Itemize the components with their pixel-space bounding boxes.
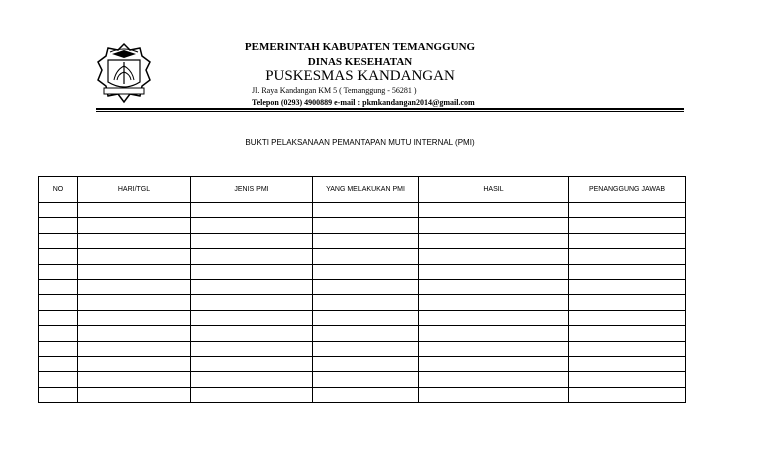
column-header-result: HASIL: [419, 177, 569, 203]
table-cell[interactable]: [78, 295, 191, 310]
table-cell[interactable]: [78, 387, 191, 402]
table-cell[interactable]: [569, 356, 686, 371]
table-cell[interactable]: [191, 295, 313, 310]
table-cell[interactable]: [78, 326, 191, 341]
table-cell[interactable]: [419, 295, 569, 310]
table-cell[interactable]: [191, 310, 313, 325]
table-cell[interactable]: [419, 356, 569, 371]
table-cell[interactable]: [313, 372, 419, 387]
table-cell[interactable]: [39, 387, 78, 402]
letterhead-divider-thin: [96, 111, 684, 112]
table-cell[interactable]: [569, 387, 686, 402]
table-cell[interactable]: [78, 372, 191, 387]
letterhead-contact: Telepon (0293) 4900889 e-mail : pkmkandangan2014@gmail.com: [252, 98, 475, 107]
table-cell[interactable]: [419, 233, 569, 248]
document-title: BUKTI PELAKSANAAN PEMANTAPAN MUTU INTERNAL (PMI): [245, 138, 475, 147]
table-cell[interactable]: [39, 310, 78, 325]
table-cell[interactable]: [313, 341, 419, 356]
table-cell[interactable]: [78, 279, 191, 294]
table-cell[interactable]: [569, 295, 686, 310]
table-cell[interactable]: [39, 295, 78, 310]
table-row: [39, 218, 686, 233]
table-cell[interactable]: [419, 203, 569, 218]
table-cell[interactable]: [191, 279, 313, 294]
table-cell[interactable]: [39, 372, 78, 387]
letterhead-department: DINAS KESEHATAN: [307, 56, 413, 68]
table-cell[interactable]: [78, 341, 191, 356]
table-cell[interactable]: [419, 372, 569, 387]
table-cell[interactable]: [569, 233, 686, 248]
table-cell[interactable]: [313, 249, 419, 264]
table-row: [39, 372, 686, 387]
table-cell[interactable]: [313, 203, 419, 218]
table-cell[interactable]: [39, 341, 78, 356]
table-cell[interactable]: [39, 249, 78, 264]
letterhead-divider-thick: [96, 108, 684, 110]
table-cell[interactable]: [78, 203, 191, 218]
table-header-row: [39, 177, 686, 203]
column-header-performer: YANG MELAKUKAN PMI: [313, 177, 419, 203]
table-row: [39, 326, 686, 341]
table-cell[interactable]: [313, 387, 419, 402]
table-cell[interactable]: [569, 218, 686, 233]
table-cell[interactable]: [78, 310, 191, 325]
table-row: [39, 295, 686, 310]
table-cell[interactable]: [39, 356, 78, 371]
table-cell[interactable]: [39, 326, 78, 341]
table-cell[interactable]: [191, 203, 313, 218]
table-cell[interactable]: [569, 264, 686, 279]
table-cell[interactable]: [39, 233, 78, 248]
column-header-date: HARI/TGL: [78, 177, 191, 203]
table-cell[interactable]: [313, 233, 419, 248]
table-cell[interactable]: [191, 387, 313, 402]
table-cell[interactable]: [191, 249, 313, 264]
pmi-table: [38, 176, 686, 403]
table-row: [39, 341, 686, 356]
table-cell[interactable]: [419, 387, 569, 402]
table-cell[interactable]: [191, 341, 313, 356]
table-cell[interactable]: [419, 341, 569, 356]
table-cell[interactable]: [419, 264, 569, 279]
table-cell[interactable]: [39, 218, 78, 233]
table-cell[interactable]: [419, 326, 569, 341]
table-cell[interactable]: [313, 310, 419, 325]
table-row: [39, 249, 686, 264]
table-row: [39, 203, 686, 218]
temanggung-regency-emblem-icon: [96, 42, 152, 104]
table-cell[interactable]: [191, 218, 313, 233]
table-cell[interactable]: [569, 310, 686, 325]
table-cell[interactable]: [313, 218, 419, 233]
table-cell[interactable]: [313, 264, 419, 279]
table-cell[interactable]: [78, 218, 191, 233]
table-row: [39, 279, 686, 294]
table-cell[interactable]: [313, 326, 419, 341]
table-cell[interactable]: [569, 341, 686, 356]
table-row: [39, 233, 686, 248]
table-cell[interactable]: [191, 264, 313, 279]
letterhead-address: Jl. Raya Kandangan KM 5 ( Temanggung - 56281 ): [252, 86, 417, 95]
column-header-pmi-type: JENIS PMI: [191, 177, 313, 203]
table-cell[interactable]: [569, 249, 686, 264]
table-cell[interactable]: [191, 233, 313, 248]
table-cell[interactable]: [569, 279, 686, 294]
table-cell[interactable]: [313, 295, 419, 310]
column-header-no: NO: [39, 177, 78, 203]
column-header-responsible: PENANGGUNG JAWAB: [569, 177, 686, 203]
table-cell[interactable]: [191, 326, 313, 341]
table-row: [39, 310, 686, 325]
letterhead-government: PEMERINTAH KABUPATEN TEMANGGUNG: [244, 41, 476, 53]
table-cell[interactable]: [191, 356, 313, 371]
table-cell[interactable]: [313, 356, 419, 371]
table-cell[interactable]: [419, 218, 569, 233]
table-cell[interactable]: [39, 279, 78, 294]
table-cell[interactable]: [78, 233, 191, 248]
table-cell[interactable]: [313, 279, 419, 294]
table-cell[interactable]: [569, 326, 686, 341]
table-cell[interactable]: [419, 310, 569, 325]
table-cell[interactable]: [191, 372, 313, 387]
table-cell[interactable]: [78, 249, 191, 264]
table-row: [39, 264, 686, 279]
table-row: [39, 387, 686, 402]
table-cell[interactable]: [39, 203, 78, 218]
letterhead-institution: PUSKESMAS KANDANGAN: [265, 68, 455, 84]
table-cell[interactable]: [78, 356, 191, 371]
table-cell[interactable]: [78, 264, 191, 279]
table-cell[interactable]: [569, 203, 686, 218]
table-row: [39, 356, 686, 371]
table-cell[interactable]: [419, 279, 569, 294]
table-cell[interactable]: [39, 264, 78, 279]
table-cell[interactable]: [419, 249, 569, 264]
table-cell[interactable]: [569, 372, 686, 387]
